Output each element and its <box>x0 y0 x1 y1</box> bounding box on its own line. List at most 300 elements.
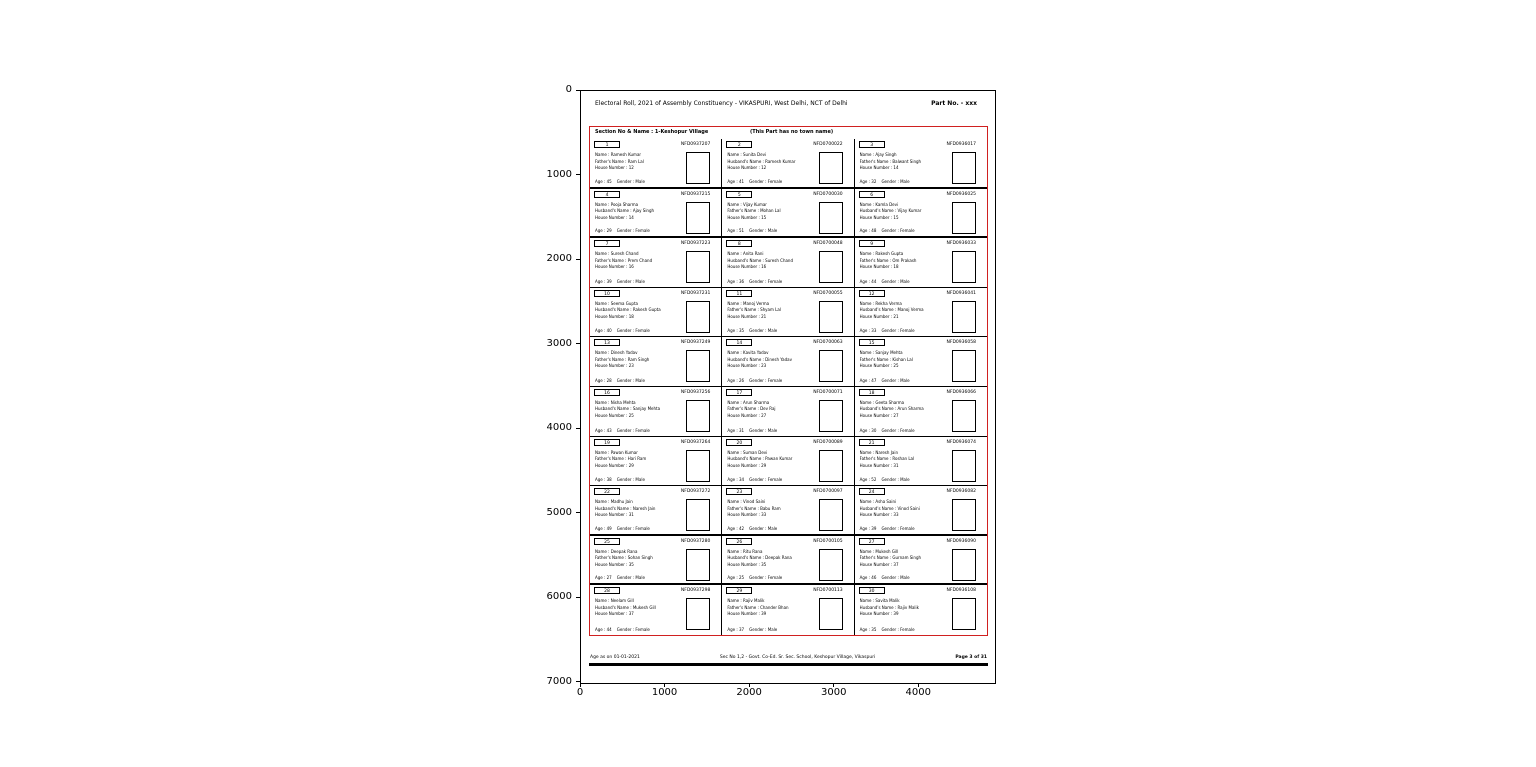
voter-name: Name : Ramesh Kumar <box>595 152 642 157</box>
epic-number: NFD0700055 <box>813 290 843 296</box>
epic-number: NFD0936074 <box>946 439 976 445</box>
epic-number: NFD0936017 <box>946 142 976 147</box>
epic-number: NFD0936066 <box>946 389 976 395</box>
voter-age-gender: Age : 42 Gender : Male <box>727 525 778 531</box>
voter-house-number: House Number : 18 <box>595 313 634 319</box>
epic-number: NFD0700105 <box>813 538 843 544</box>
voter-age-gender: Age : 39 Gender : Female <box>859 525 915 531</box>
voter-name: Name : Seema Gupta <box>595 300 638 306</box>
voter-details <box>860 598 952 618</box>
y-tick-mark <box>576 428 580 429</box>
voter-card <box>855 288 987 338</box>
epic-number: NFD0700113 <box>813 588 843 594</box>
serial-number-box: 10 <box>594 290 620 297</box>
serial-number-box: 28 <box>594 587 620 594</box>
y-tick-label: 3000 <box>546 337 572 349</box>
photo-placeholder-box <box>686 202 710 234</box>
voter-age-gender: Age : 29 Gender : Female <box>595 228 650 234</box>
photo-placeholder-box <box>952 202 976 234</box>
x-tick-label: 0 <box>576 687 584 698</box>
voter-relation: Father's Name : Om Prakash <box>859 257 917 263</box>
voter-details <box>595 549 687 569</box>
y-tick-label: 5000 <box>546 506 572 518</box>
serial-number-box: 25 <box>594 538 620 545</box>
photo-placeholder-box <box>686 598 710 630</box>
voter-house-number: House Number : 29 <box>727 462 767 468</box>
voter-details <box>727 499 819 519</box>
y-tick-mark <box>576 90 580 91</box>
voter-relation: Father's Name : Gurnam Singh <box>859 555 922 561</box>
voter-age-gender: Age : 28 Gender : Male <box>595 377 645 383</box>
voter-details <box>595 152 687 172</box>
photo-placeholder-box <box>686 301 710 333</box>
voter-relation: Husband's Name : Naresh Jain <box>595 505 656 511</box>
section-label: Section No & Name : 1-Keshopur Village <box>595 129 709 135</box>
voter-relation: Husband's Name : Sanjay Mehta <box>595 406 661 412</box>
x-tick-mark <box>749 683 750 687</box>
voter-card <box>855 486 987 536</box>
voter-name: Name : Kamla Devi <box>859 201 899 207</box>
voter-relation: Husband's Name : Vijay Kumar <box>859 208 922 214</box>
voter-relation: Father's Name : Roshan Lal <box>859 456 915 462</box>
epic-number: NFD0700097 <box>813 489 843 495</box>
photo-placeholder-box <box>819 499 843 531</box>
voter-name: Name : Kavita Yadav <box>727 350 769 356</box>
serial-number-box: 11 <box>726 290 752 297</box>
voter-details <box>595 499 687 519</box>
epic-number: NFD0936108 <box>946 588 976 594</box>
epic-number: NFD0937280 <box>680 538 711 544</box>
voter-card <box>855 189 987 239</box>
voter-house-number: House Number : 37 <box>595 611 634 617</box>
section-note: (This Part has no town name) <box>750 129 834 135</box>
serial-number-box: 1 <box>594 141 620 148</box>
epic-number: NFD0937264 <box>680 439 711 445</box>
y-tick-mark <box>576 512 580 513</box>
serial-number-box: 4 <box>594 191 620 198</box>
voter-house-number: House Number : 14 <box>859 165 899 170</box>
photo-placeholder-box <box>686 400 710 432</box>
voter-house-number: House Number : 35 <box>727 561 767 567</box>
y-tick-label: 2000 <box>546 253 572 265</box>
voter-card <box>590 437 722 487</box>
voter-card <box>722 486 854 536</box>
serial-number-box: 16 <box>594 389 620 396</box>
voter-card <box>722 139 854 189</box>
voter-details <box>860 549 952 569</box>
voter-card <box>722 288 854 338</box>
voter-relation: Father's Name : Dev Raj <box>727 406 776 412</box>
voter-relation: Father's Name : Prem Chand <box>595 257 653 263</box>
voter-card <box>722 189 854 239</box>
voter-relation: Husband's Name : Ajay Singh <box>595 208 655 214</box>
voter-card <box>590 486 722 536</box>
voter-details <box>727 400 819 420</box>
voter-name: Name : Neelam Gill <box>595 598 634 604</box>
epic-number: NFD0936058 <box>946 340 976 346</box>
voter-relation: Father's Name : Sohan Singh <box>595 555 653 561</box>
voter-age-gender: Age : 49 Gender : Female <box>595 525 650 531</box>
photo-placeholder-box <box>686 251 710 283</box>
epic-number: NFD0936090 <box>946 538 976 544</box>
y-tick-label: 6000 <box>546 591 572 603</box>
voter-details <box>860 350 952 370</box>
voter-house-number: House Number : 31 <box>859 462 899 468</box>
photo-placeholder-box <box>819 251 843 283</box>
photo-placeholder-box <box>819 301 843 333</box>
epic-number: NFD0700030 <box>813 191 843 197</box>
voter-name: Name : Deepak Rana <box>595 548 638 554</box>
voter-details <box>727 301 819 321</box>
voter-name: Name : Geeta Sharma <box>859 399 905 405</box>
voter-card <box>855 536 987 586</box>
epic-number: NFD0700071 <box>813 389 843 395</box>
voter-age-gender: Age : 45 Gender : Male <box>595 178 645 184</box>
voter-relation: Husband's Name : Ramesh Kumar <box>727 158 796 164</box>
voter-relation: Husband's Name : Mukesh Gill <box>595 604 656 610</box>
voter-house-number: House Number : 18 <box>859 264 899 270</box>
voter-card <box>855 337 987 387</box>
serial-number-box: 24 <box>859 488 885 495</box>
voter-details <box>727 152 819 172</box>
epic-number: NFD0937298 <box>680 588 711 594</box>
voter-card <box>590 536 722 586</box>
voter-details <box>860 202 952 222</box>
x-tick-mark <box>580 683 581 687</box>
voter-house-number: House Number : 39 <box>859 611 899 617</box>
voter-age-gender: Age : 25 Gender : Female <box>727 575 783 581</box>
voter-details <box>860 400 952 420</box>
serial-number-box: 18 <box>859 389 885 396</box>
photo-placeholder-box <box>686 350 710 382</box>
serial-number-box: 26 <box>726 538 752 545</box>
voter-card <box>855 585 987 635</box>
voter-details <box>860 251 952 271</box>
voter-age-gender: Age : 43 Gender : Female <box>595 427 650 433</box>
serial-number-box: 29 <box>726 587 752 594</box>
epic-number: NFD0936082 <box>946 489 976 495</box>
voter-house-number: House Number : 12 <box>595 165 634 170</box>
voter-age-gender: Age : 35 Gender : Female <box>859 626 915 632</box>
voter-house-number: House Number : 12 <box>727 165 767 170</box>
voter-name: Name : Suman Devi <box>727 449 768 455</box>
epic-number: NFD0937207 <box>680 142 711 147</box>
voter-house-number: House Number : 31 <box>595 512 634 518</box>
voter-name: Name : Madhu Jain <box>595 499 633 505</box>
voter-age-gender: Age : 44 Gender : Female <box>595 626 650 632</box>
voter-age-gender: Age : 33 Gender : Female <box>859 328 915 334</box>
y-tick-mark <box>576 259 580 260</box>
photo-placeholder-box <box>819 202 843 234</box>
voter-details <box>595 598 687 618</box>
photo-placeholder-box <box>952 301 976 333</box>
voter-name: Name : Anita Rani <box>727 251 764 257</box>
voter-relation: Father's Name : Babu Ram <box>727 505 781 511</box>
epic-number: NFD0936025 <box>946 191 976 197</box>
serial-number-box: 8 <box>726 240 752 247</box>
voter-house-number: House Number : 25 <box>859 363 899 369</box>
voter-house-number: House Number : 25 <box>595 412 634 418</box>
voter-details <box>727 598 819 618</box>
serial-number-box: 17 <box>726 389 752 396</box>
epic-number: NFD0700063 <box>813 340 843 346</box>
voter-relation: Husband's Name : Dinesh Yadav <box>727 356 792 362</box>
voter-age-gender: Age : 36 Gender : Female <box>727 278 783 284</box>
voter-details <box>860 152 952 172</box>
voter-details <box>727 549 819 569</box>
voter-name: Name : Manoj Verma <box>727 300 770 306</box>
doc-footer <box>590 655 987 660</box>
voter-relation: Father's Name : Balwant Singh <box>859 158 922 164</box>
voter-grid <box>590 139 987 635</box>
footer-separator-line <box>589 663 988 666</box>
voter-name: Name : Asha Saini <box>859 499 897 505</box>
voter-name: Name : Ritu Rana <box>727 548 763 554</box>
voter-card <box>590 337 722 387</box>
voter-house-number: House Number : 21 <box>727 313 767 319</box>
epic-number: NFD0936041 <box>946 290 976 296</box>
photo-placeholder-box <box>686 450 710 482</box>
voter-details <box>727 450 819 470</box>
voter-age-gender: Age : 48 Gender : Female <box>859 228 915 234</box>
voter-name: Name : Arun Sharma <box>727 399 770 405</box>
voter-relation: Father's Name : Hari Ram <box>595 456 647 462</box>
voter-name: Name : Savita Malik <box>859 598 900 604</box>
voter-name: Name : Mukesh Gill <box>859 548 899 554</box>
voter-age-gender: Age : 51 Gender : Male <box>727 228 778 234</box>
section-header <box>590 128 987 139</box>
voter-relation: Father's Name : Kishan Lal <box>859 356 913 362</box>
voter-name: Name : Rajiv Malik <box>727 598 765 604</box>
voter-relation: Husband's Name : Pawan Kumar <box>727 456 793 462</box>
voter-age-gender: Age : 47 Gender : Male <box>859 377 910 383</box>
epic-number: NFD0700089 <box>813 439 843 445</box>
voter-card <box>722 337 854 387</box>
voter-relation: Husband's Name : Rakesh Gupta <box>595 307 661 313</box>
voter-house-number: House Number : 27 <box>859 412 899 418</box>
voter-details <box>860 450 952 470</box>
voter-name: Name : Naresh Jain <box>859 449 898 455</box>
annotation-red-box <box>589 126 988 636</box>
voter-house-number: House Number : 14 <box>595 214 634 220</box>
serial-number-box: 30 <box>859 587 885 594</box>
voter-house-number: House Number : 15 <box>727 214 767 220</box>
photo-placeholder-box <box>686 152 710 184</box>
photo-placeholder-box <box>952 450 976 482</box>
voter-house-number: House Number : 33 <box>727 512 767 518</box>
serial-number-box: 7 <box>594 240 620 247</box>
epic-number: NFD0937256 <box>680 389 711 395</box>
serial-number-box: 22 <box>594 488 620 495</box>
doc-title: Electoral Roll, 2021 of Assembly Constituency - VIKASPURI, West Delhi, NCT of Delhi <box>595 100 848 107</box>
voter-card <box>855 139 987 189</box>
voter-card <box>590 238 722 288</box>
photo-placeholder-box <box>819 598 843 630</box>
serial-number-box: 19 <box>594 439 620 446</box>
voter-house-number: House Number : 23 <box>727 363 767 369</box>
voter-details <box>727 251 819 271</box>
voter-details <box>727 350 819 370</box>
x-tick-label: 2000 <box>736 687 762 698</box>
y-tick-mark <box>576 597 580 598</box>
voter-house-number: House Number : 16 <box>595 264 634 270</box>
voter-name: Name : Suresh Chand <box>595 251 639 257</box>
voter-age-gender: Age : 31 Gender : Male <box>727 427 778 433</box>
voter-name: Name : Ajay Singh <box>859 152 897 157</box>
voter-card <box>855 238 987 288</box>
voter-house-number: House Number : 23 <box>595 363 634 369</box>
photo-placeholder-box <box>686 499 710 531</box>
voter-card <box>722 536 854 586</box>
voter-card <box>722 238 854 288</box>
serial-number-box: 2 <box>726 141 752 148</box>
y-tick-label: 0 <box>565 84 572 95</box>
voter-house-number: House Number : 16 <box>727 264 767 270</box>
voter-details <box>595 301 687 321</box>
x-tick-mark <box>918 683 919 687</box>
voter-relation: Husband's Name : Deepak Rana <box>727 555 792 561</box>
voter-details <box>595 202 687 222</box>
voter-house-number: House Number : 37 <box>859 561 899 567</box>
voter-age-gender: Age : 34 Gender : Female <box>727 477 783 483</box>
photo-placeholder-box <box>952 400 976 432</box>
voter-house-number: House Number : 15 <box>859 214 899 220</box>
footer-page-number: Page 3 of 31 <box>955 655 987 660</box>
epic-number: NFD0937223 <box>680 241 711 247</box>
y-tick-label: 4000 <box>546 422 572 434</box>
epic-number: NFD0937249 <box>680 340 711 346</box>
voter-name: Name : Sanjay Mehta <box>859 350 903 356</box>
serial-number-box: 9 <box>859 240 885 247</box>
voter-name: Name : Pawan Kumar <box>595 449 638 455</box>
voter-card <box>590 288 722 338</box>
epic-number: NFD0937231 <box>680 290 711 296</box>
voter-age-gender: Age : 39 Gender : Male <box>595 278 645 284</box>
voter-relation: Father's Name : Ram Lal <box>595 158 644 164</box>
photo-placeholder-box <box>819 350 843 382</box>
serial-number-box: 15 <box>859 339 885 346</box>
voter-relation: Husband's Name : Suresh Chand <box>727 257 794 263</box>
voter-relation: Husband's Name : Vinod Saini <box>859 505 920 511</box>
serial-number-box: 27 <box>859 538 885 545</box>
photo-placeholder-box <box>686 549 710 581</box>
voter-name: Name : Vinod Saini <box>727 499 766 505</box>
voter-age-gender: Age : 26 Gender : Female <box>727 377 783 383</box>
serial-number-box: 12 <box>859 290 885 297</box>
voter-details <box>860 499 952 519</box>
voter-name: Name : Rakesh Gupta <box>859 251 904 257</box>
voter-name: Name : Vijay Kumar <box>727 201 767 207</box>
voter-name: Name : Dinesh Yadav <box>595 350 638 356</box>
photo-placeholder-box <box>819 450 843 482</box>
voter-card <box>722 585 854 635</box>
voter-name: Name : Pooja Sharma <box>595 201 639 207</box>
voter-card <box>590 585 722 635</box>
voter-age-gender: Age : 52 Gender : Male <box>859 477 910 483</box>
voter-house-number: House Number : 35 <box>595 561 634 567</box>
voter-card <box>590 189 722 239</box>
voter-relation: Husband's Name : Manoj Verma <box>859 307 924 313</box>
voter-relation: Father's Name : Shyam Lal <box>727 307 781 313</box>
voter-house-number: House Number : 33 <box>859 512 899 518</box>
serial-number-box: 3 <box>859 141 885 148</box>
serial-number-box: 13 <box>594 339 620 346</box>
footer-age-note: Age as on 01-01-2021 <box>590 655 640 660</box>
epic-number: NFD0937272 <box>680 489 711 495</box>
y-tick-mark <box>576 174 580 175</box>
serial-number-box: 20 <box>726 439 752 446</box>
voter-card <box>722 437 854 487</box>
photo-placeholder-box <box>819 152 843 184</box>
voter-details <box>860 301 952 321</box>
x-tick-label: 3000 <box>820 687 847 698</box>
epic-number: NFD0700022 <box>813 142 843 147</box>
y-tick-mark <box>576 343 580 344</box>
serial-number-box: 5 <box>726 191 752 198</box>
voter-details <box>595 251 687 271</box>
voter-details <box>595 400 687 420</box>
voter-name: Name : Sunita Devi <box>727 152 767 157</box>
y-tick-label: 7000 <box>546 675 572 687</box>
voter-age-gender: Age : 46 Gender : Male <box>859 575 910 581</box>
epic-number: NFD0936033 <box>946 241 976 247</box>
serial-number-box: 6 <box>859 191 885 198</box>
voter-name: Name : Rekha Verma <box>859 300 902 306</box>
photo-placeholder-box <box>952 152 976 184</box>
voter-relation: Husband's Name : Rajiv Malik <box>859 604 919 610</box>
photo-placeholder-box <box>952 251 976 283</box>
voter-relation: Husband's Name : Arun Sharma <box>859 406 924 412</box>
voter-age-gender: Age : 27 Gender : Male <box>595 575 645 581</box>
serial-number-box: 23 <box>726 488 752 495</box>
epic-number: NFD0937215 <box>680 191 711 197</box>
voter-house-number: House Number : 39 <box>727 611 767 617</box>
serial-number-box: 14 <box>726 339 752 346</box>
x-tick-mark <box>664 683 665 687</box>
x-tick-mark <box>833 683 834 687</box>
y-tick-label: 1000 <box>546 168 572 180</box>
photo-placeholder-box <box>819 549 843 581</box>
voter-card <box>855 437 987 487</box>
voter-relation: Father's Name : Ram Singh <box>595 356 650 362</box>
voter-house-number: House Number : 21 <box>859 313 899 319</box>
voter-age-gender: Age : 37 Gender : Male <box>727 626 778 632</box>
voter-house-number: House Number : 29 <box>595 462 634 468</box>
voter-details <box>727 202 819 222</box>
voter-details <box>595 350 687 370</box>
footer-polling-station: Sec No 1,2 - Govt. Co-Ed. Sr. Sec. School, Keshopur Village, Vikaspuri <box>719 655 876 660</box>
photo-placeholder-box <box>952 549 976 581</box>
voter-relation: Father's Name : Chander Bhan <box>727 604 789 610</box>
serial-number-box: 21 <box>859 439 885 446</box>
voter-card <box>722 387 854 437</box>
epic-number: NFD0700048 <box>813 241 843 247</box>
x-tick-label: 1000 <box>651 687 678 698</box>
doc-part-no: Part No. - xxx <box>931 100 977 107</box>
x-tick-label: 4000 <box>905 687 932 698</box>
voter-age-gender: Age : 41 Gender : Female <box>727 178 783 184</box>
voter-age-gender: Age : 30 Gender : Female <box>859 427 915 433</box>
photo-placeholder-box <box>819 400 843 432</box>
photo-placeholder-box <box>952 350 976 382</box>
voter-name: Name : Nisha Mehta <box>595 399 636 405</box>
voter-details <box>595 450 687 470</box>
voter-age-gender: Age : 32 Gender : Male <box>859 178 910 184</box>
voter-relation: Father's Name : Mohan Lal <box>727 208 781 214</box>
document-image <box>580 90 996 684</box>
photo-placeholder-box <box>952 598 976 630</box>
photo-placeholder-box <box>952 499 976 531</box>
